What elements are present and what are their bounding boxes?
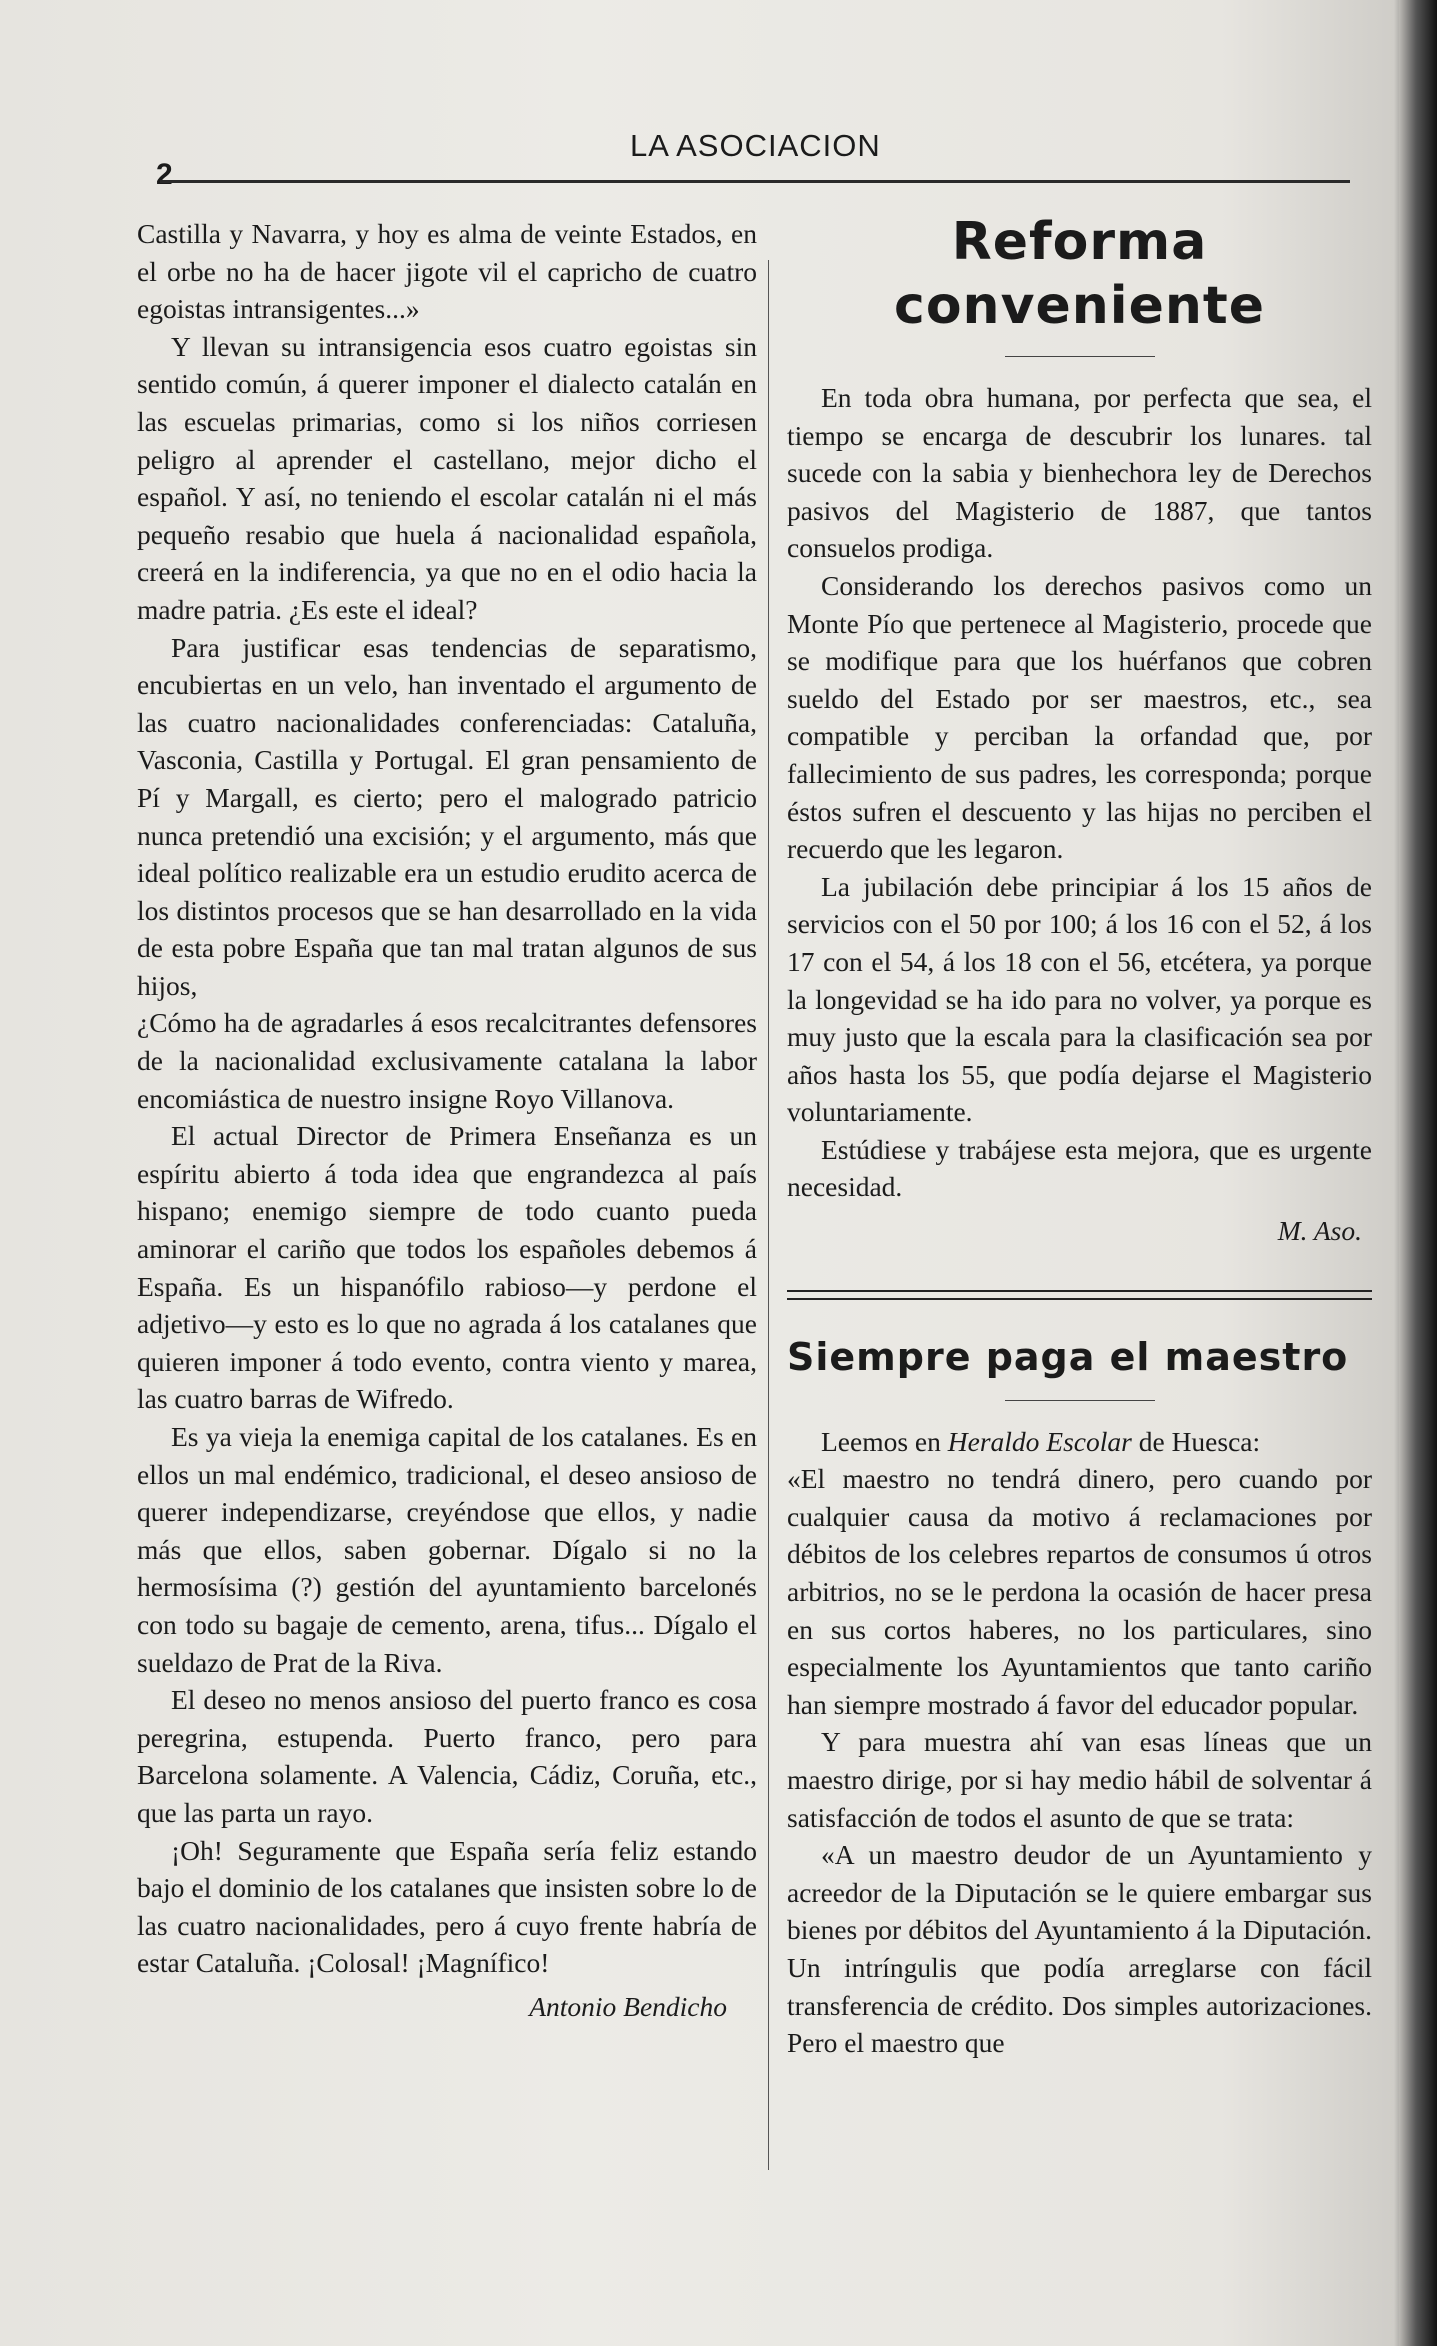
intro-prefix: Leemos en (821, 1425, 948, 1457)
author-signature: Antonio Bendicho (529, 1990, 727, 2022)
page-number: 2 (156, 158, 173, 191)
paragraph: «El maestro no tendrá dinero, pero cuando por cualquier causa da motivo á reclamaciones por débitos de los celebres repartos de consumos ú otros arbitrios, no se le perdona la ocasión de hacer presa en sus cortos haberes, no los particulares, sino especialmente los Ayuntamientos que tanto cariño han siempre mostrado á favor del educador popular. (787, 1463, 1372, 1720)
intro-suffix: de Huesca: (1131, 1425, 1261, 1457)
paragraph: Estúdiese y trabájese esta mejora, que es urgente necesidad. (787, 1133, 1372, 1203)
binding-shadow (1399, 0, 1437, 2346)
article-title: Siempre paga el maestro (787, 1334, 1349, 1379)
paragraph: ¡Oh! Seguramente que España sería feliz estando bajo el dominio de los catalanes que insisten sobre lo de las cuatro nacionalidades, pero á cuyo frente habría de estar Cataluña. ¡Colosal! ¡Magnífico! (137, 1834, 757, 1979)
paragraph: En toda obra humana, por perfecta que sea, el tiempo se encarga de descubrir los lunares. tal sucede con la sabia y bienhechora ley de Derechos pasivos del Magisterio de 1887, que tantos consuelos prodiga. (787, 382, 1372, 564)
page-header (130, 128, 1360, 191)
paragraph: Castilla y Navarra, y hoy es alma de veinte Estados, en el orbe no ha de hacer jigote vil el capricho de cuatro egoistas intransigentes...» (137, 218, 757, 325)
paragraph: Y llevan su intransigencia esos cuatro egoistas sin sentido común, á querer imponer el dialecto catalán en las escuelas primarias, como si los niños corriesen peligro al aprender el castellano, mejor dicho el español. Y así, no teniendo el escolar catalán ni el más pequeño resabio que huela á nacionalidad española, creerá en la indiferencia, ya que no en el odio hacia la madre patria. ¿Es este el ideal? (137, 330, 757, 625)
publication-title: LA ASOCIACION (630, 128, 881, 163)
paragraph: Y para muestra ahí van esas líneas que un maestro dirige, por si hay medio hábil de solventar á satisfacción de todos el asunto de que se trata: (787, 1726, 1372, 1833)
section-divider (787, 1290, 1372, 1300)
column-divider (768, 260, 769, 2170)
paragraph: Considerando los derechos pasivos como un Monte Pío que pertenece al Magisterio, procede que se modifique para que los huérfanos que cobren sueldo del Estado por ser maestros, etc., sea compatible y perciban la orfandad que, por fallecimiento de sus padres, les corresponda; porque éstos sufren el descuento y las hijas no perciben el recuerdo que les legaron. (787, 569, 1372, 865)
header-rule (160, 180, 1350, 183)
title-rule (1005, 1400, 1155, 1401)
paragraph: «A un maestro deudor de un Ayuntamiento y acreedor de la Diputación se le quiere embargar sus bienes por débitos del Ayuntamiento á la Diputación. Un intríngulis que podía arreglarse con fácil transferencia de crédito. Dos simples autorizaciones. Pero el maestro que (787, 1839, 1372, 2059)
paragraph: El actual Director de Primera Enseñanza es un espíritu abierto á toda idea que engrandezca al país hispano; enemigo siempre de todo cuanto pueda aminorar el cariño que todos los españoles debemos á España. Es un hispanófilo rabioso—y perdone el adjetivo—y esto es lo que no agrada á los catalanes que quieren imponer á todo evento, contra viento y marea, las cuatro barras de Wifredo. (137, 1120, 757, 1415)
paragraph: La jubilación debe principiar á los 15 años de servicios con el 50 por 100; á los 16 con el 52, á los 17 con el 54, á los 18 con el 56, etcétera, ya porque la longevidad se ha ido para no volver, ya porque es muy justo que la escala para la clasificación sea por años hasta los 55, que podía dejarse el Magisterio voluntariamente. (787, 870, 1372, 1128)
left-column (137, 215, 757, 2026)
source-name: Heraldo Escolar (947, 1425, 1132, 1457)
paragraph: Es ya vieja la enemiga capital de los catalanes. Es en ellos un mal endémico, tradicional, el deseo ansioso de querer independizarse, creyéndose que ellos, y nadie más que ellos, saben gobernar. Dígalo si no la hermosísima (?) gestión del ayuntamiento barcelonés con todo su bagaje de cemento, arena, tifus... Dígalo el sueldazo de Prat de la Riva. (137, 1421, 757, 1678)
article-title: Reforma conveniente (894, 212, 1265, 336)
title-rule (1005, 356, 1155, 357)
paragraph: ¿Cómo ha de agradarles á esos recalcitrantes defensores de la nacionalidad exclusivamente catalana la labor encomiástica de nuestro insigne Royo Villanova. (137, 1007, 757, 1114)
intro-paragraph (787, 1423, 1372, 1461)
right-column (787, 210, 1372, 2062)
paragraph: Para justificar esas tendencias de separatismo, encubiertas en un velo, han inventado el argumento de las cuatro nacionalidades conferenciadas: Cataluña, Vasconia, Castilla y Portugal. El gran pensamiento de Pí y Margall, es cierto; pero el malogrado patricio nunca pretendió una excisión; y el argumento, más que ideal político realizable era un estudio erudito acerca de los distintos procesos que se han desarrollado en la vida de esta pobre España que tan mal tratan algunos de sus hijos, (137, 631, 757, 1001)
author-signature: M. Aso. (1277, 1215, 1362, 1247)
paragraph: El deseo no menos ansioso del puerto franco es cosa peregrina, estupenda. Puerto franco, pero para Barcelona solamente. A Valencia, Cádiz, Coruña, etc., que las parta un rayo. (137, 1684, 757, 1828)
